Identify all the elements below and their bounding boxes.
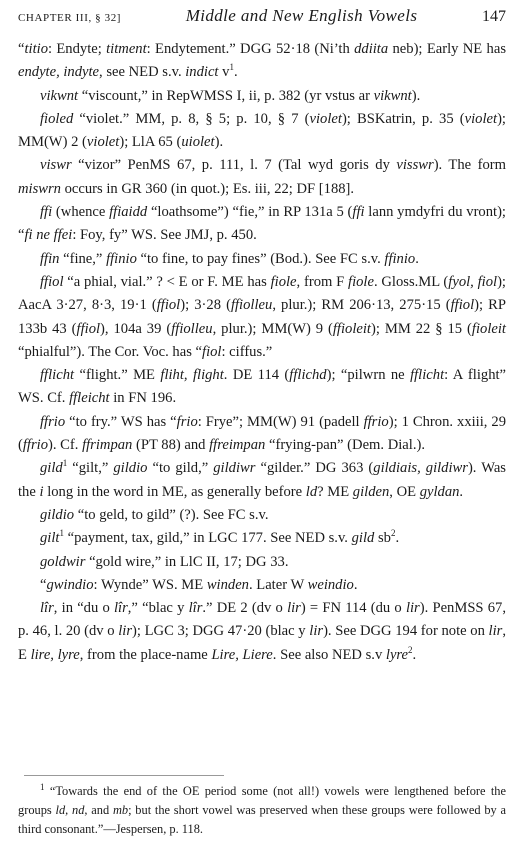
italic-term: ffinio <box>384 250 416 267</box>
text-run: “to geld, to gild” (?). See FC s.v. <box>74 506 269 523</box>
text-run: “ <box>40 576 47 593</box>
italic-term: Lire, Liere <box>211 646 273 663</box>
italic-term: frio <box>176 413 198 430</box>
text-run: occurs in GR 360 (in quot.); Es. iii, 22; DF [188]. <box>60 180 355 197</box>
text-run: ); MM(W) 2 ( <box>18 110 506 151</box>
italic-term: fiole <box>348 273 374 290</box>
italic-term: fiol <box>202 343 222 360</box>
text-run: . <box>412 646 417 663</box>
paragraph <box>18 201 506 248</box>
text-run: . <box>415 250 419 267</box>
italic-term: fflicht <box>410 367 445 384</box>
text-run: ); RP 133b 43 ( <box>18 297 506 337</box>
text-run: , from the place-name <box>79 646 212 663</box>
text-run: , OE <box>389 483 420 500</box>
paragraph <box>18 38 506 85</box>
italic-term: mb <box>112 803 129 817</box>
text-run: (PT 88) and <box>132 437 210 454</box>
italic-term: ffreimpan <box>209 437 266 454</box>
text-run: “ <box>18 41 25 57</box>
text-run: “to fine, to pay fines” (Bod.). See FC s.v. <box>136 250 385 267</box>
italic-term: lîr <box>40 600 54 617</box>
italic-term: fflichd <box>289 367 327 384</box>
italic-term: lîr <box>113 600 128 617</box>
text-run: sb <box>374 530 391 547</box>
italic-term: ffiol <box>156 297 181 314</box>
italic-term: violet <box>464 110 498 127</box>
italic-term: i <box>39 483 44 500</box>
text-run: long in the word in ME, as generally before <box>43 483 306 500</box>
text-run: ). Cf. <box>48 437 83 454</box>
text-run: “phialful”). The Cor. Voc. has “ <box>18 343 203 360</box>
italic-term: violet <box>86 134 120 151</box>
italic-term: gildiwr <box>213 460 256 477</box>
note-superscript: 1 <box>40 781 45 792</box>
italic-term: titio <box>24 41 48 57</box>
italic-term: gildiais, gildiwr <box>373 460 468 477</box>
text-run: : Endyte; <box>48 41 107 57</box>
text-run: “loathsome”) “fie,” in RP 131a 5 ( <box>147 204 353 221</box>
italic-term: gilden <box>352 483 390 500</box>
running-header <box>18 6 506 32</box>
italic-term: ffiaidd <box>109 204 148 221</box>
text-run: in FN 196. <box>109 390 177 407</box>
text-run: : Foy, fy” WS. See JMJ, p. 450. <box>72 227 257 244</box>
text-run: “flight.” ME <box>74 367 161 384</box>
main-text <box>18 38 506 667</box>
italic-term: gildio <box>113 460 148 477</box>
italic-term: gilt <box>40 530 60 547</box>
italic-term: ffin <box>40 250 60 267</box>
text-run: ); LGC 3; DGG 47·20 (blac y <box>132 623 310 640</box>
italic-term: ld <box>305 483 318 500</box>
text-run: ; but the short vowel was preserved when these groups were followed by a third consonant.”—Jespersen, p. 118. <box>18 803 507 836</box>
text-run: . Gloss.ML ( <box>373 273 449 290</box>
italic-term: ffinio <box>106 250 137 267</box>
paragraph <box>18 574 506 597</box>
text-run: : Endytement.” DGG 52·18 (Ni’th <box>146 41 355 57</box>
italic-term: visswr <box>396 157 434 174</box>
italic-term: lîr <box>188 600 203 617</box>
italic-term: lir <box>118 623 133 640</box>
italic-term: indict <box>185 64 219 81</box>
italic-term: gyldan <box>419 483 460 500</box>
italic-term: winden <box>206 576 249 593</box>
italic-term: fliht, flight <box>160 367 224 384</box>
text-run: . See also NED s.v <box>272 646 386 663</box>
paragraph <box>18 411 506 458</box>
paragraph <box>18 597 506 667</box>
text-run: , in “du o <box>53 600 114 617</box>
text-run: ). Was the <box>18 460 506 500</box>
text-run: . DE 114 ( <box>223 367 290 384</box>
text-run: ) = FN 114 (du o <box>300 600 406 617</box>
italic-term: ffrio <box>22 437 49 454</box>
italic-term: gild <box>40 460 63 477</box>
text-run: “violet.” MM, p. 8, § 5; p. 10, § 7 ( <box>73 110 310 127</box>
text-run: ); AacA 3·27, 8·3, 19·1 ( <box>18 273 506 314</box>
text-run: “gold wire,” in LlC II, 17; DG 33. <box>85 553 289 570</box>
text-run: “frying-pan” (Dem. Dial.). <box>265 437 425 454</box>
italic-term: ffiol <box>450 297 475 314</box>
paragraph <box>18 551 506 574</box>
italic-term: gild <box>351 530 375 547</box>
text-run: “Towards the end of the OE period some (not all!) vowels were lengthened before the groups <box>18 784 506 817</box>
text-run: , plur.); MM(W) 9 ( <box>212 320 333 337</box>
italic-term: ffi <box>352 204 365 221</box>
text-run: .” DE 2 (dv o <box>202 600 288 617</box>
text-run: “gilt,” <box>67 460 114 477</box>
text-run: “vizor” PenMS 67, p. 111, l. 7 (Tal wyd goris dy <box>71 157 397 174</box>
italic-term: ffleicht <box>69 390 110 407</box>
italic-term: ffrimpan <box>82 437 133 454</box>
text-run: v <box>218 64 230 81</box>
note-superscript: 2 <box>408 644 413 655</box>
italic-term: ffiolleu <box>171 320 213 337</box>
text-run: : Frye”; MM(W) 91 (padell <box>197 413 364 430</box>
italic-term: viswr <box>40 157 72 174</box>
italic-term: ffioleit <box>332 320 371 337</box>
italic-term: fiole <box>270 273 297 290</box>
paragraph <box>18 248 506 271</box>
italic-term: fi ne ffei <box>24 227 73 244</box>
italic-term: fioled <box>40 110 74 127</box>
paragraph <box>18 85 506 108</box>
italic-term: ffrio <box>40 413 66 430</box>
chapter-reference: CHAPTER III, § 32] <box>18 12 122 24</box>
footnote <box>18 782 506 839</box>
paragraph <box>18 527 506 550</box>
text-run: ,” “blac y <box>127 600 189 617</box>
italic-term: ffiol <box>40 273 64 290</box>
note-superscript: 1 <box>229 62 234 73</box>
text-run: ). See DGG 194 for note on <box>323 623 489 640</box>
italic-term: ddiita <box>354 41 389 57</box>
text-run: lann ymdyfri du vront); “ <box>18 204 506 244</box>
italic-term: fflicht <box>40 367 75 384</box>
italic-term: titment <box>106 41 147 57</box>
italic-term: gildio <box>40 506 75 523</box>
text-run: , E <box>18 623 506 663</box>
italic-term: lire, lyre <box>30 646 80 663</box>
italic-term: lir <box>488 623 503 640</box>
italic-term: fyol, fiol <box>448 273 498 290</box>
text-run: ). PenMSS 67, p. 46, l. 20 (dv o <box>18 600 506 640</box>
text-run: . <box>459 483 464 500</box>
footnote-divider <box>24 775 224 776</box>
text-run: “to fry.” WS has “ <box>65 413 177 430</box>
italic-term: ffiolleu <box>230 297 273 314</box>
text-run: ). <box>411 87 421 104</box>
italic-term: lir <box>309 623 324 640</box>
italic-term: weindio <box>307 576 354 593</box>
text-run: (whence <box>52 204 110 221</box>
text-run: . <box>233 64 238 81</box>
text-run: “payment, tax, gild,” in LGC 177. See NED s.v. <box>63 530 352 547</box>
italic-term: endyte, indyte <box>18 64 100 81</box>
italic-term: lir <box>405 600 420 617</box>
text-run: , from F <box>296 273 349 290</box>
text-run: “viscount,” in RepWMSS I, ii, p. 382 (yr vstus ar <box>78 87 374 104</box>
italic-term: ffiol <box>76 320 101 337</box>
text-run: “a phial, vial.” ? < E or F. ME has <box>63 273 271 290</box>
paragraph <box>18 504 506 527</box>
text-run: , see NED s.v. <box>99 64 186 81</box>
italic-term: ld, nd <box>55 803 85 817</box>
text-run: . <box>353 576 358 593</box>
text-run: ); “pilwrn ne <box>326 367 411 384</box>
text-run: ). The form <box>433 157 506 174</box>
note-superscript: 1 <box>59 528 64 539</box>
text-run: , plur.); RM 206·13, 275·15 ( <box>272 297 451 314</box>
text-run: ); MM 22 § 15 ( <box>370 320 472 337</box>
italic-term: ffrio <box>363 413 389 430</box>
italic-term: vikwnt <box>40 87 79 104</box>
text-run: : A flight” WS. Cf. <box>18 367 507 407</box>
italic-term: vikwnt <box>373 87 412 104</box>
italic-term: goldwir <box>40 553 86 570</box>
italic-term: fioleit <box>471 320 506 337</box>
text-run: ); LlA 65 ( <box>119 134 182 151</box>
text-run: neb); Early NE has <box>388 41 507 57</box>
text-run: , and <box>84 803 113 817</box>
italic-term: violet <box>309 110 342 127</box>
paragraph <box>18 457 506 504</box>
text-run: . Later W <box>248 576 308 593</box>
text-run: . <box>395 530 400 547</box>
paragraph <box>18 364 506 411</box>
italic-term: uiolet <box>181 134 215 151</box>
note-superscript: 1 <box>62 458 68 469</box>
running-title: Middle and New English Vowels <box>185 6 418 25</box>
paragraph <box>18 154 506 201</box>
text-run: ), 104a 39 ( <box>100 320 172 337</box>
text-run: “fine,” <box>59 250 107 267</box>
italic-term: lyre <box>385 646 409 663</box>
italic-term: lir <box>287 600 301 617</box>
text-run: ). <box>214 134 224 151</box>
page-number: 147 <box>482 8 506 25</box>
text-run: ); BSKatrin, p. 35 ( <box>341 110 465 127</box>
text-run: “gilder.” DG 363 ( <box>255 460 374 477</box>
italic-term: ffi <box>40 204 53 221</box>
text-run: : ciffus.” <box>221 343 273 360</box>
paragraph <box>18 108 506 155</box>
paragraph <box>18 271 506 364</box>
text-run: ? ME <box>317 483 353 500</box>
note-superscript: 2 <box>390 528 396 539</box>
italic-term: gwindio <box>46 576 94 593</box>
text-run: ); 1 Chron. xxiii, 29 ( <box>18 413 507 454</box>
text-run: ); 3·28 ( <box>180 297 231 314</box>
text-run: : Wynde” WS. ME <box>93 576 207 593</box>
text-run: “to gild,” <box>147 460 214 477</box>
italic-term: miswrn <box>18 180 61 197</box>
